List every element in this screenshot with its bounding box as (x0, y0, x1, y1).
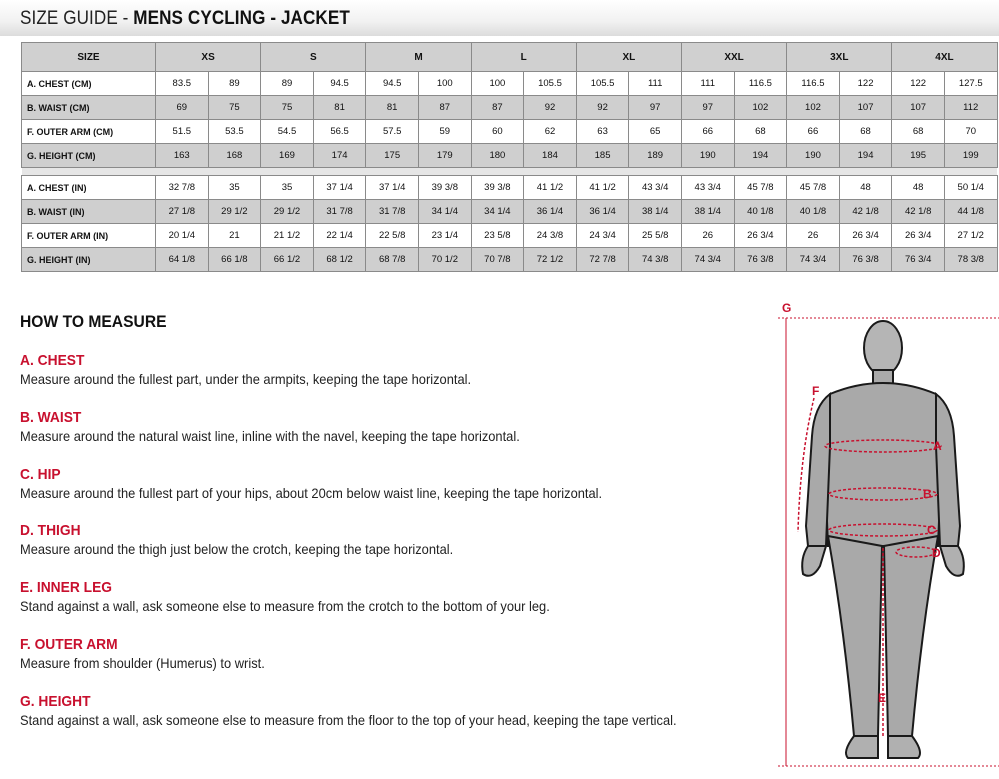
measure-description: Stand against a wall, ask someone else to measure from the floor to the top of your head, keeping the tape vertical. (20, 712, 677, 728)
measurement-figure (770, 296, 999, 774)
table-cell: 63 (576, 120, 629, 144)
table-cell: 174 (313, 144, 366, 168)
head-shape (864, 321, 902, 375)
table-cell: 29 1/2 (261, 200, 314, 224)
table-cell: 116.5 (734, 72, 787, 96)
measure-heading: E. INNER LEG (20, 579, 113, 596)
table-cell: 44 1/8 (944, 200, 997, 224)
table-cell: 116.5 (787, 72, 840, 96)
body-diagram (770, 296, 999, 774)
measure-item (20, 579, 596, 615)
table-cell: 100 (418, 72, 471, 96)
row-label: F. OUTER ARM (CM) (22, 120, 156, 144)
table-cell: 87 (418, 96, 471, 120)
measure-description: Measure around the natural waist line, inline with the navel, keeping the tape horizontal. (20, 428, 520, 444)
measure-item (20, 466, 653, 502)
torso-shape (823, 383, 943, 546)
table-cell: 66 (681, 120, 734, 144)
table-cell: 70 1/2 (418, 248, 471, 272)
table-cell: 21 1/2 (261, 224, 314, 248)
size-header-label: SIZE (22, 43, 156, 72)
measure-heading: A. CHEST (20, 352, 85, 369)
table-cell: 102 (787, 96, 840, 120)
table-cell: 74 3/4 (681, 248, 734, 272)
table-cell: 184 (524, 144, 577, 168)
table-cell: 37 1/4 (366, 176, 419, 200)
title-prefix: SIZE GUIDE - (20, 8, 134, 29)
table-cell: 163 (156, 144, 209, 168)
table-cell: 57.5 (366, 120, 419, 144)
table-cell: 64 1/8 (156, 248, 209, 272)
table-cell: 190 (787, 144, 840, 168)
marker-g: G (782, 301, 792, 315)
table-cell: 43 3/4 (681, 176, 734, 200)
table-cell: 42 1/8 (839, 200, 892, 224)
marker-f: F (812, 384, 820, 398)
table-cell: 65 (629, 120, 682, 144)
table-cell: 38 1/4 (629, 200, 682, 224)
table-cell: 66 1/8 (208, 248, 261, 272)
table-cell: 92 (524, 96, 577, 120)
table-cell: 62 (524, 120, 577, 144)
marker-c: C (927, 523, 936, 537)
title-bar (0, 0, 999, 36)
table-row (22, 72, 998, 96)
right-arm-shape (936, 394, 960, 552)
table-cell: 25 5/8 (629, 224, 682, 248)
table-cell: 36 1/4 (576, 200, 629, 224)
size-header-row (22, 43, 998, 72)
table-row (22, 176, 998, 200)
table-cell: 35 (261, 176, 314, 200)
table-cell: 68 (734, 120, 787, 144)
measure-description: Measure around the fullest part of your hips, about 20cm below waist line, keeping the tape horizontal. (20, 485, 603, 501)
measure-heading: B. WAIST (20, 409, 82, 426)
table-cell: 40 1/8 (787, 200, 840, 224)
neck-shape (873, 370, 893, 384)
measure-heading: F. OUTER ARM (20, 636, 118, 653)
left-hand-shape (802, 546, 826, 576)
table-cell: 72 7/8 (576, 248, 629, 272)
table-row (22, 120, 998, 144)
page-title (20, 8, 350, 30)
table-cell: 36 1/4 (524, 200, 577, 224)
table-cell: 175 (366, 144, 419, 168)
table-cell: 112 (944, 96, 997, 120)
table-cell: 48 (839, 176, 892, 200)
table-cell: 26 3/4 (734, 224, 787, 248)
table-cell: 179 (418, 144, 471, 168)
table-row (22, 144, 998, 168)
table-cell: 39 3/8 (471, 176, 524, 200)
table-cell: 190 (681, 144, 734, 168)
table-cell: 199 (944, 144, 997, 168)
row-label: G. HEIGHT (IN) (22, 248, 156, 272)
table-cell: 76 3/8 (839, 248, 892, 272)
table-cell: 72 1/2 (524, 248, 577, 272)
measure-item (20, 693, 734, 729)
table-cell: 26 (681, 224, 734, 248)
table-cell: 94.5 (313, 72, 366, 96)
table-cell: 189 (629, 144, 682, 168)
table-cell: 122 (839, 72, 892, 96)
table-cell: 102 (734, 96, 787, 120)
table-cell: 37 1/4 (313, 176, 366, 200)
size-header-cell: XXL (681, 43, 786, 72)
table-cell: 50 1/4 (944, 176, 997, 200)
table-row (22, 200, 998, 224)
table-cell: 31 7/8 (366, 200, 419, 224)
table-cell: 66 1/2 (261, 248, 314, 272)
table-cell: 56.5 (313, 120, 366, 144)
table-cell: 24 3/8 (524, 224, 577, 248)
measure-item (20, 352, 510, 388)
measure-description: Measure around the thigh just below the crotch, keeping the tape horizontal. (20, 541, 454, 557)
title-main: MENS CYCLING - JACKET (133, 8, 350, 29)
table-cell: 48 (892, 176, 945, 200)
marker-b: B (923, 487, 932, 501)
table-cell: 169 (261, 144, 314, 168)
table-cell: 97 (681, 96, 734, 120)
table-cell: 74 3/4 (787, 248, 840, 272)
left-leg-shape (828, 536, 882, 736)
table-cell: 26 3/4 (839, 224, 892, 248)
measure-item (20, 636, 286, 672)
measure-item (20, 522, 491, 558)
table-cell: 69 (156, 96, 209, 120)
table-cell: 41 1/2 (524, 176, 577, 200)
table-row (22, 96, 998, 120)
table-cell: 81 (313, 96, 366, 120)
row-label: A. CHEST (CM) (22, 72, 156, 96)
table-cell: 194 (839, 144, 892, 168)
row-label: B. WAIST (IN) (22, 200, 156, 224)
table-cell: 111 (629, 72, 682, 96)
table-cell: 31 7/8 (313, 200, 366, 224)
size-header-cell: 3XL (787, 43, 892, 72)
table-cell: 45 7/8 (734, 176, 787, 200)
table-cell: 35 (208, 176, 261, 200)
table-cell: 100 (471, 72, 524, 96)
table-cell: 32 7/8 (156, 176, 209, 200)
table-separator (22, 168, 998, 176)
table-cell: 107 (839, 96, 892, 120)
row-label: G. HEIGHT (CM) (22, 144, 156, 168)
right-leg-shape (884, 536, 938, 736)
table-cell: 22 1/4 (313, 224, 366, 248)
table-cell: 29 1/2 (208, 200, 261, 224)
table-cell: 27 1/8 (156, 200, 209, 224)
table-cell: 68 (892, 120, 945, 144)
table-cell: 24 3/4 (576, 224, 629, 248)
table-cell: 53.5 (208, 120, 261, 144)
table-cell: 34 1/4 (418, 200, 471, 224)
table-cell: 107 (892, 96, 945, 120)
table-cell: 78 3/8 (944, 248, 997, 272)
size-header-cell: XL (576, 43, 681, 72)
right-foot-shape (888, 736, 920, 758)
table-cell: 70 7/8 (471, 248, 524, 272)
table-cell: 81 (366, 96, 419, 120)
table-row (22, 224, 998, 248)
measure-description: Measure from shoulder (Humerus) to wrist. (20, 655, 265, 671)
table-cell: 111 (681, 72, 734, 96)
table-cell: 194 (734, 144, 787, 168)
marker-a: A (933, 439, 942, 453)
right-hand-shape (940, 546, 964, 576)
table-cell: 75 (208, 96, 261, 120)
measure-heading: G. HEIGHT (20, 693, 91, 710)
table-cell: 23 5/8 (471, 224, 524, 248)
table-cell: 45 7/8 (787, 176, 840, 200)
table-cell: 83.5 (156, 72, 209, 96)
separator-cell (22, 168, 998, 176)
table-cell: 75 (261, 96, 314, 120)
measure-description: Stand against a wall, ask someone else to measure from the crotch to the bottom of your leg. (20, 598, 550, 614)
table-cell: 195 (892, 144, 945, 168)
table-cell: 40 1/8 (734, 200, 787, 224)
table-cell: 127.5 (944, 72, 997, 96)
measure-heading: C. HIP (20, 466, 61, 483)
table-cell: 43 3/4 (629, 176, 682, 200)
table-cell: 68 1/2 (313, 248, 366, 272)
table-cell: 26 3/4 (892, 224, 945, 248)
row-label: A. CHEST (IN) (22, 176, 156, 200)
size-header-cell: L (471, 43, 576, 72)
table-cell: 76 3/8 (734, 248, 787, 272)
table-cell: 76 3/4 (892, 248, 945, 272)
table-cell: 168 (208, 144, 261, 168)
measure-description: Measure around the fullest part, under the armpits, keeping the tape horizontal. (20, 371, 472, 387)
table-cell: 59 (418, 120, 471, 144)
table-cell: 42 1/8 (892, 200, 945, 224)
left-foot-shape (846, 736, 878, 758)
row-label: B. WAIST (CM) (22, 96, 156, 120)
measure-heading: D. THIGH (20, 522, 81, 539)
table-cell: 97 (629, 96, 682, 120)
size-header-cell: XS (156, 43, 261, 72)
table-cell: 180 (471, 144, 524, 168)
table-cell: 94.5 (366, 72, 419, 96)
table-cell: 70 (944, 120, 997, 144)
size-header-cell: M (366, 43, 471, 72)
size-header-cell: S (261, 43, 366, 72)
table-cell: 68 7/8 (366, 248, 419, 272)
table-cell: 23 1/4 (418, 224, 471, 248)
table-cell: 41 1/2 (576, 176, 629, 200)
table-cell: 20 1/4 (156, 224, 209, 248)
table-cell: 54.5 (261, 120, 314, 144)
table-cell: 27 1/2 (944, 224, 997, 248)
table-cell: 60 (471, 120, 524, 144)
table-cell: 66 (787, 120, 840, 144)
table-cell: 89 (208, 72, 261, 96)
table-cell: 22 5/8 (366, 224, 419, 248)
table-cell: 38 1/4 (681, 200, 734, 224)
marker-e: E (878, 691, 887, 705)
measure-item (20, 409, 563, 445)
table-cell: 51.5 (156, 120, 209, 144)
table-cell: 185 (576, 144, 629, 168)
table-cell: 122 (892, 72, 945, 96)
table-cell: 89 (261, 72, 314, 96)
table-cell: 87 (471, 96, 524, 120)
how-to-measure-title: HOW TO MEASURE (20, 312, 167, 331)
table-cell: 26 (787, 224, 840, 248)
size-table (21, 42, 998, 272)
table-cell: 74 3/8 (629, 248, 682, 272)
table-cell: 68 (839, 120, 892, 144)
row-label: F. OUTER ARM (IN) (22, 224, 156, 248)
table-cell: 105.5 (524, 72, 577, 96)
table-cell: 105.5 (576, 72, 629, 96)
table-cell: 21 (208, 224, 261, 248)
table-cell: 34 1/4 (471, 200, 524, 224)
size-header-cell: 4XL (892, 43, 997, 72)
marker-d: D (932, 546, 941, 560)
table-row (22, 248, 998, 272)
table-cell: 92 (576, 96, 629, 120)
table-cell: 39 3/8 (418, 176, 471, 200)
